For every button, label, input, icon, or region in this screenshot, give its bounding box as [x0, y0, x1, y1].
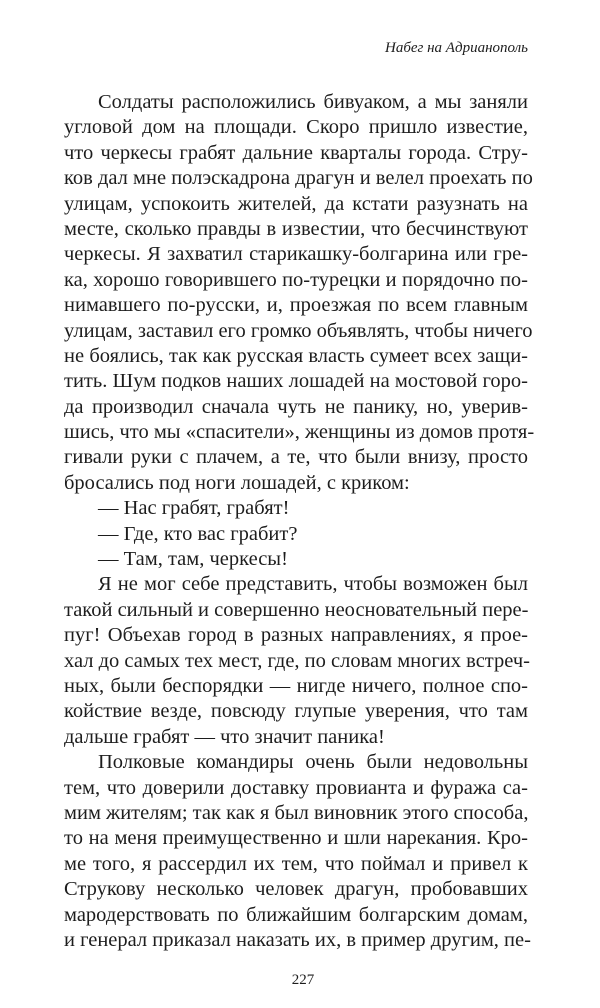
text-line: Струкову несколько человек драгун, пробовавших [64, 878, 528, 901]
text-line: — Где, кто вас грабит? [98, 522, 298, 545]
text-line: такой сильный и совершенно неосновательный пере- [64, 598, 529, 621]
text-line: улицам, заставил его громко объявлять, чтобы ничего [64, 319, 533, 342]
text-line: угловой дом на площади. Скоро пришло известие, [64, 116, 528, 139]
text-line: Полковые командиры очень были недовольны [98, 751, 528, 774]
text-line: и генерал приказал наказать их, в пример другим, пе- [64, 928, 531, 951]
text-line: да производил сначала чуть не панику, но, уверив- [64, 395, 528, 418]
text-line: бросались под ноги лошадей, с криком: [64, 471, 410, 494]
text-line: тем, что доверили доставку провианта и фуража са- [64, 776, 528, 799]
text-line: — Там, там, черкесы! [98, 548, 288, 571]
text-line: Я не мог себе представить, чтобы возможен был [98, 573, 528, 596]
text-line: ме того, я рассердил их тем, что поймал и привел к [64, 852, 528, 875]
text-line: черкесы. Я захватил старикашку-болгарина или гре- [64, 243, 528, 266]
text-line: мародерствовать по ближайшим болгарским домам, [64, 903, 528, 926]
text-line: ных, были беспорядки — нигде ничего, полное спо- [64, 674, 528, 697]
text-line: пуг! Объехав город в разных направлениях, я прое- [64, 624, 528, 647]
text-line: что черкесы грабят дальние кварталы города. Стру- [64, 141, 528, 164]
page-number: 227 [291, 972, 315, 988]
body-text [64, 90, 535, 953]
text-line: дальше грабят — что значит паника! [64, 725, 385, 748]
text-line: ков дал мне полэскадрона драгун и велел проехать по [64, 167, 533, 190]
running-header: Набег на Адрианополь [384, 40, 528, 56]
text-line: Солдаты расположились бивуаком, а мы заняли [98, 91, 528, 113]
text-line: — Нас грабят, грабят! [98, 497, 290, 520]
text-line: месте, сколько правды в известии, что бесчинствуют [64, 217, 528, 240]
text-line: гивали руки с плачем, а те, что были внизу, просто [64, 446, 528, 469]
text-line: койствие везде, повсюду глупые уверения, что там [64, 700, 528, 723]
text-line: шись, что мы «спасители», женщины из домов протя- [64, 421, 535, 444]
text-line: улицам, успокоить жителей, да кстати разузнать на [64, 192, 528, 215]
text-line: хал до самых тех мест, где, по словам многих встреч- [64, 649, 530, 672]
text-line: то на меня преимущественно и шли нарекания. Кро- [64, 827, 528, 850]
text-line: тить. Шум подков наших лошадей на мостовой горо- [64, 370, 528, 393]
text-line: ка, хорошо говорившего по-турецки и порядочно по- [64, 268, 528, 291]
text-line: мим жителям; так как я был виновник этого способа, [64, 801, 529, 824]
text-line: нимавшего по-русски, и, проезжая по всем главным [64, 294, 528, 317]
text-line: не боялись, так как русская власть сумеет всех защи- [64, 344, 528, 367]
